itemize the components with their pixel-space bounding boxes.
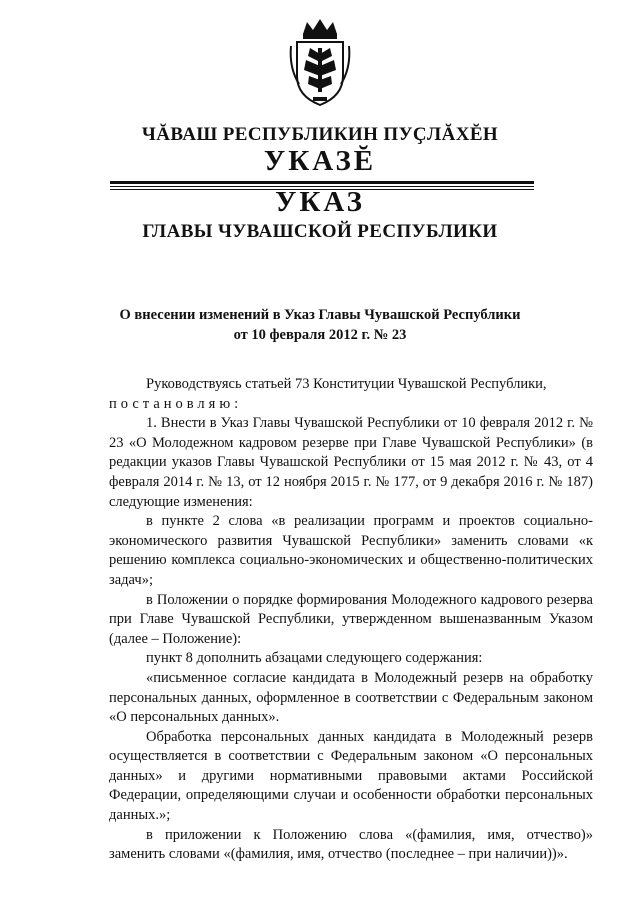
paragraph-appendix: в приложении к Положению слова «(фамилия, имя, отчество)» заменить словами «(фамилия, имя, отчество (последнее – при наличии))».	[109, 826, 593, 863]
chuvash-coat-of-arms-icon	[289, 18, 351, 106]
paragraph-point-2: в пункте 2 слова «в реализации программ и проектов социально-экономического развития Чувашской Республики» заменить словами «к решению комплекса социально-экономических и общественно-политических задач»;	[109, 513, 593, 588]
document-body	[109, 375, 593, 865]
header-russian-line1: УКАЗ	[275, 186, 365, 218]
document-title-line2: от 10 февраля 2012 г. № 23	[233, 327, 407, 343]
paragraph-processing: Обработка персональных данных кандидата в Молодежный резерв осуществляется в соответствии с Федеральным законом «О персональных данных» и другими нормативными правовыми актами Российской Федерации, определяющими случаи и особенности обработки персональных данных.»;	[109, 728, 593, 824]
header-russian-line2: ГЛАВЫ ЧУВАШСКОЙ РЕСПУБЛИКИ	[142, 221, 498, 242]
paragraph-item-1: 1. Внести в Указ Главы Чувашской Республики от 10 февраля 2012 г. № 23 «О Молодежном кадровом резерве при Главе Чувашской Республики» (в редакции указов Главы Чувашской Республики от 15 мая 2012 г. № 43, от 4 февраля 2014 г. № 13, от 12 ноября 2015 г. № 177, от 9 декабря 2016 г. № 187) следующие изменения:	[109, 415, 593, 510]
paragraph-point-8: пункт 8 дополнить абзацами следующего содержания:	[146, 650, 483, 667]
paragraph-preamble: Руководствуясь статьей 73 Конституции Чувашской Республики,	[146, 376, 547, 392]
document-title-line1: О внесении изменений в Указ Главы Чувашской Республики	[119, 307, 521, 323]
decree-word-text: постановляю:	[109, 395, 243, 412]
decree-word	[109, 395, 593, 415]
paragraph-consent: «письменное согласие кандидата в Молодежный резерв на обработку персональных данных, оформленное в соответствии с Федеральным законом «О персональных данных».	[109, 669, 593, 726]
header-chuvash-line2: УКАЗĔ	[263, 145, 377, 177]
paragraph-regulation: в Положении о порядке формирования Молодежного кадрового резерва при Главе Чувашской Республики, утвержденном вышеназванным Указом (далее – Положение):	[109, 591, 593, 647]
header-chuvash-line1: ЧĂВАШ РЕСПУБЛИКИН ПУҪЛĂХĔН	[141, 124, 499, 145]
header-divider-thick	[110, 181, 534, 184]
